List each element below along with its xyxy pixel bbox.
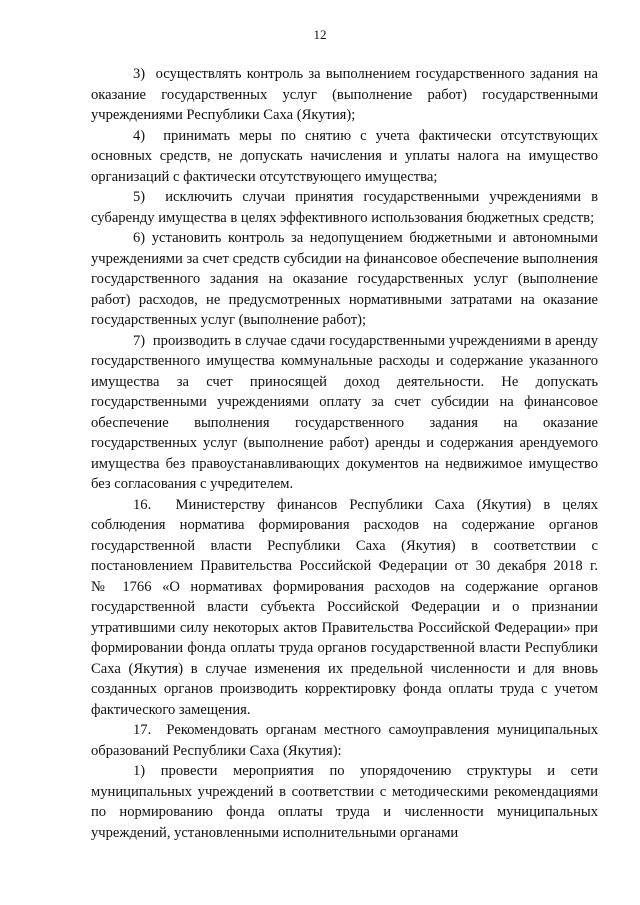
paragraph-item-7: 7) производить в случае сдачи государственными учреждениями в аренду государственного имущества коммунальные расходы и содержание указанного имущества за счет приносящей доход деятельности. Не допускать государственными учреждениями оплату за счет субсидии на финансовое обеспечение выполнения государственного задания на оказание государственных услуг (выполнение работ) аренды и содержания арендуемого имущества без правоустанавливающих документов на недвижимое имущество без согласования с учредителем. xyxy=(91,332,598,492)
paragraph-section-16: 16. Министерству финансов Республики Саха (Якутия) в целях соблюдения норматива формирования расходов на содержание органов государственной власти Республики Саха (Якутия) в соответствии с постановлением Правительства Российской Федерации от 30 декабря 2018 г. № 1766 «О нормативах формирования расходов на содержание органов государственной власти субъекта Российской Федерации и о признании утратившими силу некоторых актов Правительства Российской Федерации» при формировании фонда оплаты труда органов государственной власти Республики Саха (Якутия) в случае изменения их предельной численности и для вновь созданных органов производить корректировку фонда оплаты труда с учетом фактического замещения. xyxy=(91,496,598,718)
paragraph-item-5: 5) исключить случаи принятия государственными учреждениями в субаренду имущества в целях эффективного использования бюджетных средств; xyxy=(91,189,598,226)
document-body xyxy=(91,64,598,843)
page-number: 12 xyxy=(313,27,327,42)
paragraph-section-17: 17. Рекомендовать органам местного самоуправления муниципальных образований Республики Саха (Якутия): xyxy=(91,722,598,759)
paragraph-item-3: 3) осуществлять контроль за выполнением государственного задания на оказание государственных услуг (выполнение работ) государственными учреждениями Республики Саха (Якутия); xyxy=(91,66,598,123)
paragraph-section-17-item-1: 1) провести мероприятия по упорядочению структуры и сети муниципальных учреждений в соответствии с методическими рекомендациями по нормированию фонда оплаты труда и численности муниципальных учреждений, установленными исполнительными органами xyxy=(91,763,598,841)
paragraph-item-6: 6) установить контроль за недопущением бюджетными и автономными учреждениями за счет средств субсидии на финансовое обеспечение выполнения государственного задания на оказание государственных услуг (выполнение работ) расходов, не предусмотренных нормативными затратами на оказание государственных услуг (выполнение работ); xyxy=(91,230,598,328)
paragraph-item-4: 4) принимать меры по снятию с учета фактически отсутствующих основных средств, не допускать начисления и уплаты налога на имущество организаций с фактически отсутствующего имущества; xyxy=(91,127,598,185)
